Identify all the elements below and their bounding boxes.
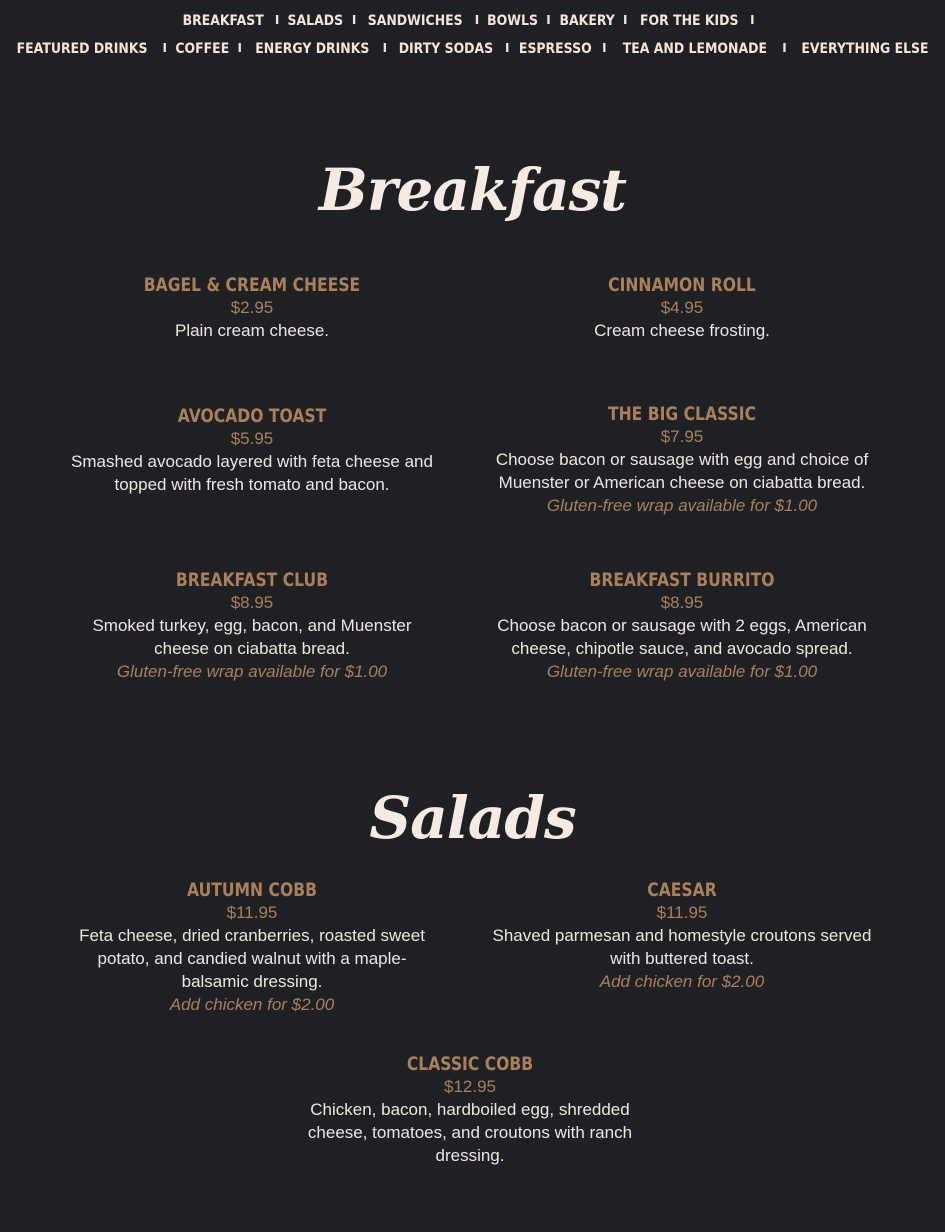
nav-separator: I: [237, 41, 243, 55]
nav-separator: I: [750, 13, 755, 27]
item-price: $8.95: [660, 593, 704, 612]
nav-separator: I: [546, 13, 551, 27]
menu-item: [482, 568, 882, 683]
item-note: Gluten-free wrap available for $1.00: [116, 662, 388, 681]
menu-item: [472, 273, 892, 342]
item-note: Gluten-free wrap available for $1.00: [546, 662, 818, 681]
menu-item: [492, 878, 872, 993]
item-name: AVOCADO TOAST: [177, 405, 327, 427]
nav-separator: I: [602, 41, 607, 55]
item-name: CAESAR: [647, 879, 717, 901]
nav-separator: I: [351, 13, 357, 27]
nav-link-energy-drinks[interactable]: ENERGY DRINKS: [255, 41, 370, 57]
nav-link-bakery[interactable]: BAKERY: [559, 13, 615, 29]
item-description: Smoked turkey, egg, bacon, and Muenster cheese on ciabatta bread.: [92, 616, 412, 658]
nav-link-breakfast[interactable]: BREAKFAST: [183, 13, 265, 29]
nav-link-dirty-sodas[interactable]: DIRTY SODAS: [398, 41, 494, 57]
item-price: $12.95: [444, 1077, 496, 1096]
category-nav-row-2: [0, 38, 945, 60]
item-price: $2.95: [230, 298, 274, 317]
item-name: AUTUMN COBB: [187, 879, 317, 901]
nav-link-featured-drinks[interactable]: FEATURED DRINKS: [16, 41, 148, 57]
nav-separator: I: [274, 13, 280, 27]
item-name: BAGEL & CREAM CHEESE: [143, 274, 361, 296]
nav-separator: I: [474, 13, 480, 27]
item-price: $8.95: [230, 593, 274, 612]
item-name: THE BIG CLASSIC: [607, 403, 757, 425]
item-name: CLASSIC COBB: [406, 1053, 534, 1075]
category-nav-row-1: [0, 10, 945, 32]
item-name: BREAKFAST BURRITO: [589, 569, 775, 591]
section-title-salads: Salads: [369, 784, 576, 852]
item-description: Shaved parmesan and homestyle croutons served with buttered toast.: [492, 926, 872, 968]
menu-item: [52, 404, 452, 496]
item-name: BREAKFAST CLUB: [175, 569, 329, 591]
nav-separator: I: [382, 41, 388, 55]
item-description: Smashed avocado layered with feta cheese and topped with fresh tomato and bacon.: [71, 452, 433, 494]
nav-separator: I: [782, 41, 787, 55]
nav-separator: I: [505, 41, 510, 55]
nav-link-everything-else[interactable]: EVERYTHING ELSE: [801, 41, 929, 57]
item-price: $5.95: [230, 429, 274, 448]
menu-item: [295, 1052, 645, 1167]
item-price: $4.95: [660, 298, 704, 317]
item-description: Plain cream cheese.: [174, 321, 330, 340]
nav-link-for-the-kids[interactable]: FOR THE KIDS: [639, 13, 739, 29]
item-description: Feta cheese, dried cranberries, roasted sweet potato, and candied walnut with a maple-balsamic dressing.: [79, 926, 425, 991]
nav-link-espresso[interactable]: ESPRESSO: [519, 41, 593, 57]
item-description: Chicken, bacon, hardboiled egg, shredded cheese, tomatoes, and croutons with ranch dressing.: [307, 1100, 633, 1165]
item-note: Gluten-free wrap available for $1.00: [546, 496, 818, 515]
item-price: $7.95: [660, 427, 704, 446]
menu-item: [472, 402, 892, 517]
nav-link-salads[interactable]: SALADS: [287, 13, 344, 29]
nav-link-sandwiches[interactable]: SANDWICHES: [368, 13, 464, 29]
item-price: $11.95: [226, 903, 278, 922]
item-description: Choose bacon or sausage with 2 eggs, American cheese, chipotle sauce, and avocado spread.: [497, 616, 867, 658]
nav-link-tea-and-lemonade[interactable]: TEA AND LEMONADE: [622, 41, 767, 57]
nav-separator: I: [162, 41, 167, 55]
item-name: CINNAMON ROLL: [608, 274, 756, 296]
item-price: $11.95: [656, 903, 708, 922]
nav-link-bowls[interactable]: BOWLS: [487, 13, 539, 29]
item-note: Add chicken for $2.00: [169, 995, 335, 1014]
item-description: Cream cheese frosting.: [594, 321, 770, 340]
section-title-breakfast: Breakfast: [318, 156, 627, 224]
nav-separator: I: [623, 13, 628, 27]
item-note: Add chicken for $2.00: [599, 972, 765, 991]
nav-link-coffee[interactable]: COFFEE: [175, 41, 230, 57]
item-description: Choose bacon or sausage with egg and choice of Muenster or American cheese on ciabatta bread.: [495, 450, 869, 492]
menu-item: [42, 273, 462, 342]
menu-item: [67, 568, 437, 683]
menu-item: [67, 878, 437, 1016]
